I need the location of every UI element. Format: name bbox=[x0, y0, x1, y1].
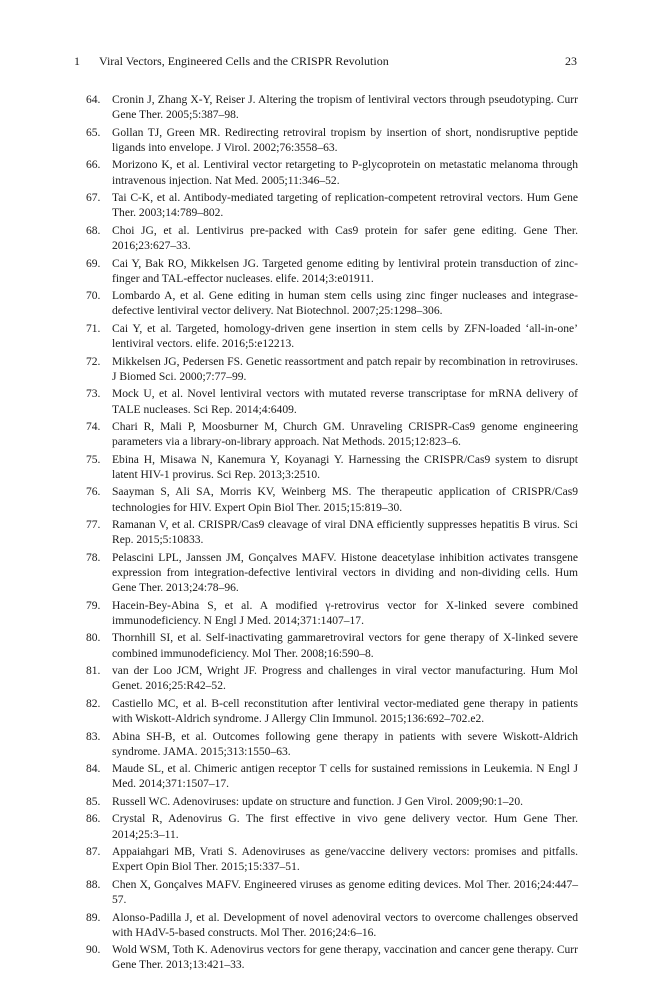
reference-number: 68. bbox=[86, 224, 101, 237]
reference-number: 87. bbox=[86, 846, 101, 859]
reference-text: Morizono K, et al. Lentiviral vector retargeting to P-glycoprotein on metastatic melanoma through intravenous injection. Nat Med. 2005;11:346–52. bbox=[112, 159, 578, 187]
reference-text: Chen X, Gonçalves MAFV. Engineered viruses as genome editing devices. Mol Ther. 2016;24:447–57. bbox=[112, 878, 578, 907]
reference-number: 77. bbox=[86, 519, 101, 532]
reference-text: Ramanan V, et al. CRISPR/Cas9 cleavage of viral DNA efficiently suppresses hepatitis B virus. Sci Rep. 2015;5:10833. bbox=[112, 519, 578, 547]
chapter-title: Viral Vectors, Engineered Cells and the CRISPR Revolution bbox=[99, 54, 389, 68]
reference-text: Cai Y, et al. Targeted, homology-driven gene insertion in stem cells by ZFN-loaded ‘all-in-one’ lentiviral vectors. elife. 2016;5:e12213. bbox=[112, 322, 578, 351]
reference-text: Pelascini LPL, Janssen JM, Gonçalves MAFV. Histone deacetylase inhibition activates transgene expression from integration-defective lentiviral vectors in dividing and non-dividing cells. Hum Gene Ther. 2013;24:78–96. bbox=[112, 551, 578, 595]
reference-number: 83. bbox=[86, 730, 101, 743]
reference-number: 67. bbox=[86, 192, 101, 205]
reference-text: Hacein-Bey-Abina S, et al. A modified γ-retrovirus vector for X-linked severe combined immunodeficiency. N Engl J Med. 2014;371:1407–17. bbox=[112, 599, 578, 627]
reference-number: 88. bbox=[86, 878, 101, 891]
reference-number: 75. bbox=[86, 453, 101, 466]
reference-text: Russell WC. Adenoviruses: update on structure and function. J Gen Virol. 2009;90:1–20. bbox=[112, 795, 523, 808]
reference-entry bbox=[86, 697, 578, 727]
reference-entry bbox=[86, 289, 578, 319]
reference-number: 74. bbox=[86, 421, 101, 434]
reference-text: van der Loo JCM, Wright JF. Progress and challenges in viral vector manufacturing. Hum Mol Genet. 2016;25:R42–52. bbox=[112, 665, 578, 693]
reference-text: Castiello MC, et al. B-cell reconstitution after lentiviral vector-mediated gene therapy in patients with Wiskott-Aldrich syndrome. J Allergy Clin Immunol. 2015;136:692–702.e2. bbox=[112, 697, 578, 726]
reference-text: Ebina H, Misawa N, Kanemura Y, Koyanagi Y. Harnessing the CRISPR/Cas9 system to disrupt latent HIV-1 provirus. Sci Rep. 2013;3:2510. bbox=[112, 453, 578, 481]
reference-number: 66. bbox=[86, 159, 101, 172]
reference-number: 82. bbox=[86, 697, 101, 710]
reference-number: 72. bbox=[86, 355, 101, 368]
reference-text: Crystal R, Adenovirus G. The first effective in vivo gene delivery vector. Hum Gene Ther. 2014;25:3–11. bbox=[112, 813, 578, 841]
reference-entry bbox=[86, 355, 578, 385]
reference-text: Cai Y, Bak RO, Mikkelsen JG. Targeted genome editing by lentiviral protein transduction of zinc-finger and TAL-effector nucleases. elife. 2014;3:e01911. bbox=[112, 257, 578, 285]
reference-number: 73. bbox=[86, 388, 101, 401]
reference-number: 71. bbox=[86, 322, 101, 335]
reference-entry bbox=[86, 126, 578, 156]
reference-entry bbox=[86, 730, 578, 760]
reference-entry bbox=[86, 812, 578, 842]
reference-entry bbox=[86, 224, 578, 254]
reference-number: 70. bbox=[86, 290, 101, 303]
reference-number: 80. bbox=[86, 632, 101, 645]
reference-number: 65. bbox=[86, 126, 101, 139]
reference-text: Mock U, et al. Novel lentiviral vectors with mutated reverse transcriptase for mRNA delivery of TALE nucleases. Sci Rep. 2014;4:6409. bbox=[112, 388, 578, 416]
reference-text: Tai C-K, et al. Antibody-mediated targeting of replication-competent retroviral vectors. Hum Gene Ther. 2003;14:789–802. bbox=[112, 192, 578, 220]
reference-entry bbox=[86, 845, 578, 875]
reference-number: 90. bbox=[86, 944, 101, 957]
reference-text: Gollan TJ, Green MR. Redirecting retroviral tropism by insertion of short, nondisruptive peptide ligands into envelope. J Virol. 2002;76:3558–63. bbox=[112, 126, 578, 154]
reference-number: 64. bbox=[86, 94, 101, 106]
reference-number: 76. bbox=[86, 486, 101, 499]
reference-number: 79. bbox=[86, 599, 101, 612]
reference-list bbox=[86, 93, 578, 976]
reference-entry bbox=[86, 485, 578, 515]
reference-text: Maude SL, et al. Chimeric antigen receptor T cells for sustained remissions in Leukemia. N Engl J Med. 2014;371:1507–17. bbox=[112, 763, 578, 791]
reference-text: Choi JG, et al. Lentivirus pre-packed with Cas9 protein for safer gene editing. Gene Ther. 2016;23:627–33. bbox=[112, 224, 578, 253]
reference-entry bbox=[86, 420, 578, 450]
reference-entry bbox=[86, 322, 578, 352]
reference-entry bbox=[86, 387, 578, 417]
reference-entry bbox=[86, 762, 578, 792]
reference-text: Abina SH-B, et al. Outcomes following gene therapy in patients with severe Wiskott-Aldrich syndrome. JAMA. 2015;313:1550–63. bbox=[112, 730, 578, 758]
chapter-number: 1 bbox=[74, 54, 80, 68]
reference-text: Appaiahgari MB, Vrati S. Adenoviruses as gene/vaccine delivery vectors: promises and pitfalls. Expert Opin Biol Ther. 2015;15:337–51. bbox=[112, 846, 578, 874]
reference-number: 89. bbox=[86, 911, 101, 924]
reference-entry bbox=[86, 795, 578, 810]
reference-text: Chari R, Mali P, Moosburner M, Church GM. Unraveling CRISPR-Cas9 genome engineering parameters via a library-on-library approach. Nat Methods. 2015;12:823–6. bbox=[112, 421, 578, 449]
reference-entry bbox=[86, 943, 578, 973]
reference-entry bbox=[86, 631, 578, 661]
reference-text: Wold WSM, Toth K. Adenovirus vectors for gene therapy, vaccination and cancer gene therapy. Curr Gene Ther. 2013;13:421–33. bbox=[112, 944, 578, 972]
reference-entry bbox=[86, 518, 578, 548]
reference-text: Saayman S, Ali SA, Morris KV, Weinberg MS. The therapeutic application of CRISPR/Cas9 technologies for HIV. Expert Opin Biol Ther. 2015;15:819–30. bbox=[112, 486, 578, 514]
reference-entry bbox=[86, 257, 578, 287]
reference-text: Alonso-Padilla J, et al. Development of novel adenoviral vectors to overcome challenges observed with HAdV-5-based constructs. Mol Ther. 2016;24:6–16. bbox=[112, 911, 578, 939]
reference-entry bbox=[86, 599, 578, 629]
reference-entry bbox=[86, 878, 578, 908]
reference-text: Cronin J, Zhang X-Y, Reiser J. Altering the tropism of lentiviral vectors through pseudotyping. Curr Gene Ther. 2005;5:387–98. bbox=[112, 94, 578, 122]
reference-number: 84. bbox=[86, 763, 101, 776]
reference-entry bbox=[86, 191, 578, 221]
reference-number: 86. bbox=[86, 813, 101, 826]
reference-entry bbox=[86, 158, 578, 188]
reference-text: Mikkelsen JG, Pedersen FS. Genetic reassortment and patch repair by recombination in retroviruses. J Biomed Sci. 2000;7:77–99. bbox=[112, 355, 578, 383]
reference-entry bbox=[86, 911, 578, 941]
reference-entry bbox=[86, 551, 578, 597]
reference-number: 78. bbox=[86, 551, 101, 564]
reference-number: 81. bbox=[86, 665, 101, 678]
reference-text: Thornhill SI, et al. Self-inactivating gammaretroviral vectors for gene therapy of X-linked severe combined immunodeficiency. Mol Ther. 2008;16:590–8. bbox=[112, 632, 578, 660]
running-head bbox=[74, 52, 577, 70]
reference-entry bbox=[86, 93, 578, 123]
reference-number: 85. bbox=[86, 795, 101, 808]
reference-entry bbox=[86, 664, 578, 694]
reference-number: 69. bbox=[86, 257, 101, 270]
reference-text: Lombardo A, et al. Gene editing in human stem cells using zinc finger nucleases and integrase-defective lentiviral vector delivery. Nat Biotechnol. 2007;25:1298–306. bbox=[112, 290, 578, 318]
page-number: 23 bbox=[565, 54, 577, 68]
reference-entry bbox=[86, 453, 578, 483]
